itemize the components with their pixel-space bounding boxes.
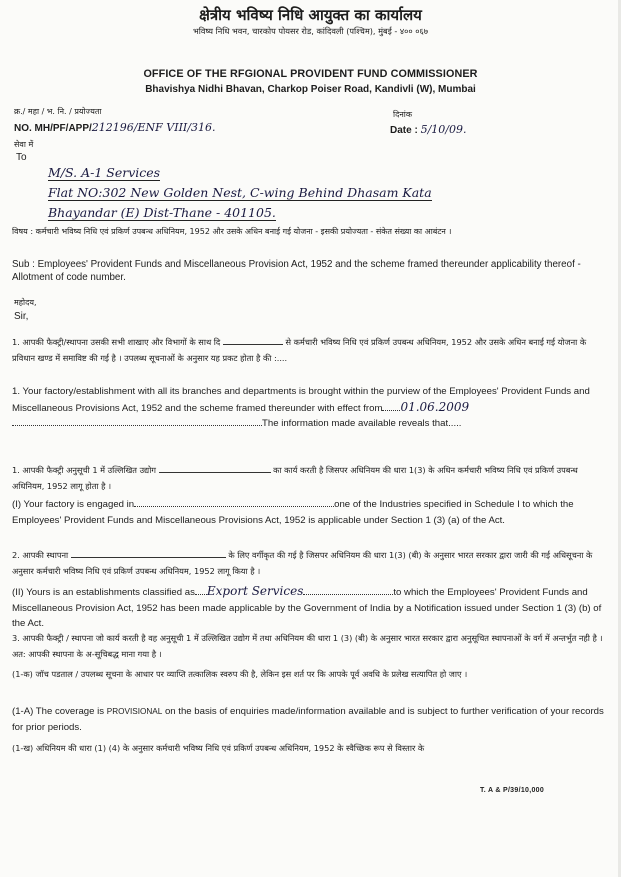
para1a-hindi: (1-क) जॉच पडताल / उपलब्ध सूचना के आधार पर व्याप्ति तत्कालिक स्वरुप की है, लेकिन इस शर्त पर कि आपके पूर्व अवधि के प्रलेख सत्यापित हो जाए । [12,669,468,679]
hindi-to-label: सेवा में [14,140,34,149]
para1-english: 1. Your factory/establishment with all its branches and departments is brought within the purview of the Employees' Provident Funds and Miscellaneous Provisions Act, 1952 and the scheme framed thereunder with effect from 01.06.2009The information made available reveals that..... [12,386,590,429]
provisional-text: PROVISIONAL [106,707,163,716]
reference-number [14,121,215,134]
recipient-name: M/S. A-1 Services [48,165,161,180]
date-label: Date : [390,125,418,136]
para-i-english: (I) Your factory is engaged in one of the Industries specified in Schedule I to which the Employees' Provident Funds and Miscellaneous Provisions Act, 1952 is applicable under Section 1 (3) (a) of the Act. [12,499,574,526]
reference-value: 212196/ENF VIII/316. [91,121,216,134]
hindi-office-address: भविष्य निधि भवन, चारकोप पोयसर रोड, कांदिवली (पश्चिम), मुंबई - ४०० ०६७ [192,26,429,36]
para3-hindi: 3. आपकी फैक्ट्री / स्थापना जो कार्य करती है वह अनुसूची 1 में उल्लिखित उद्योग में तथा अधिनियम की धारा 1 (3) (बी) के अनुसार भारत सरकार द्वारा अनुसूचित स्थापनाओं के वर्ग में अन्तर्भुत नही है । अत: आपकी स्थापना के अ-सूचिबद्ध माना गया है । [12,633,603,659]
to-label: To [16,152,27,163]
hindi-reference-label: क्र./ महा / भ. नि. / प्रयोज्यता [14,107,102,116]
para-ii-english: (II) Yours is an establishments classified as Export Services to which the Employees' Provident Funds and Miscellaneous Provision Act, 1952 has been made applicable by the Government of India by a Notification issued under Section 1 (3) (b) of the Act. [12,584,602,629]
office-address: Bhavishya Nidhi Bhavan, Charkop Poiser Road, Kandivli (W), Mumbai [145,84,476,95]
recipient-address-line1: Flat NO:302 New Golden Nest, C-wing Behind Dhasam Kata [48,185,432,200]
reference-date [390,123,466,136]
subject-english: Sub : Employees' Provident Funds and Miscellaneous Provision Act, 1952 and the scheme framed thereunder applicability thereof - Allotment of code number. [12,259,581,283]
salutation-english: Sir, [14,311,29,322]
recipient-address-line2: Bhayandar (E) Dist-Thane - 401105. [48,205,276,220]
reference-label: NO. MH/PF/APP/ [14,123,92,134]
office-title: OFFICE OF THE RFGIONAL PROVIDENT FUND COMMISSIONER [143,68,478,80]
para1a-english: (1-A) The coverage is PROVISIONAL on the basis of enquiries made/information available and is subject to further verification of your records for prior periods. [12,706,604,733]
blank-line [71,548,226,558]
para-i-hindi: 1. आपकी फैक्ट्री अनुसूची 1 में उल्लिखित उद्योग का कार्य करती है जिसपर अधिनियम की धारा 1(3) के अधिन कर्मचारी भविष्य निधि एवं प्रकिर्ण उपबन्ध अधिनियम, 1952 लागू होता है । [12,465,578,491]
coverage-date: 01.06.2009 [400,399,470,414]
blank-line [159,463,271,473]
date-value: 5/10/09. [420,123,467,136]
para-ii-hindi: 2. आपकी स्थापना के लिए वर्गीकृत की गई है जिसपर अधिनियम की धारा 1(3) (बी) के अनुसार भारत सरकार द्वारा जारी की गई अधिसूचना के अनुसार कर्मचारी भविष्य निधि एवं प्रकिर्ण उपबन्ध अधिनियम, 1952 लागू किया है । [12,550,593,576]
classification-value: Export Services [206,584,304,598]
para1b-hindi: (1-ख) अधिनियम की धारा (1) (4) के अनुसार कर्मचारी भविष्य निधि एवं प्रकिर्ण उपबन्ध अधिनियम, 1952 के स्वैच्छिक रूप से विस्तार के [12,743,425,753]
form-code: T. A & P/39/10,000 [480,787,545,794]
hindi-date-label: दिनांक [393,110,412,119]
subject-hindi: विषय : कर्मचारी भविष्य निधि एवं प्रकिर्ण उपबन्ध अधिनियम, 1952 और उसके अधिन बनाई गई योजना - इसकी प्रयोज्यता - संकेत संख्या का आबंटन । [12,227,452,236]
para1-hindi: 1. आपकी फैक्ट्री/स्थापना उसकी सभी शाखाए और विभागों के साथ दि से कर्मचारी भविष्य निधि एवं प्रकिर्ण उपबन्ध अधिनियम, 1952 और उसके अधिन बनाई गई योजना के प्रविधान खण्ड में समाविष्ट की गई है । उपलब्ध सूचनाओं के अनुसार यह प्रकट होता है की :.... [12,337,587,363]
salutation-hindi: महोदय, [14,298,37,307]
hindi-office-title: क्षेत्रीय भविष्य निधि आयुक्त का कार्यालय [199,6,422,24]
blank-line [223,335,283,345]
